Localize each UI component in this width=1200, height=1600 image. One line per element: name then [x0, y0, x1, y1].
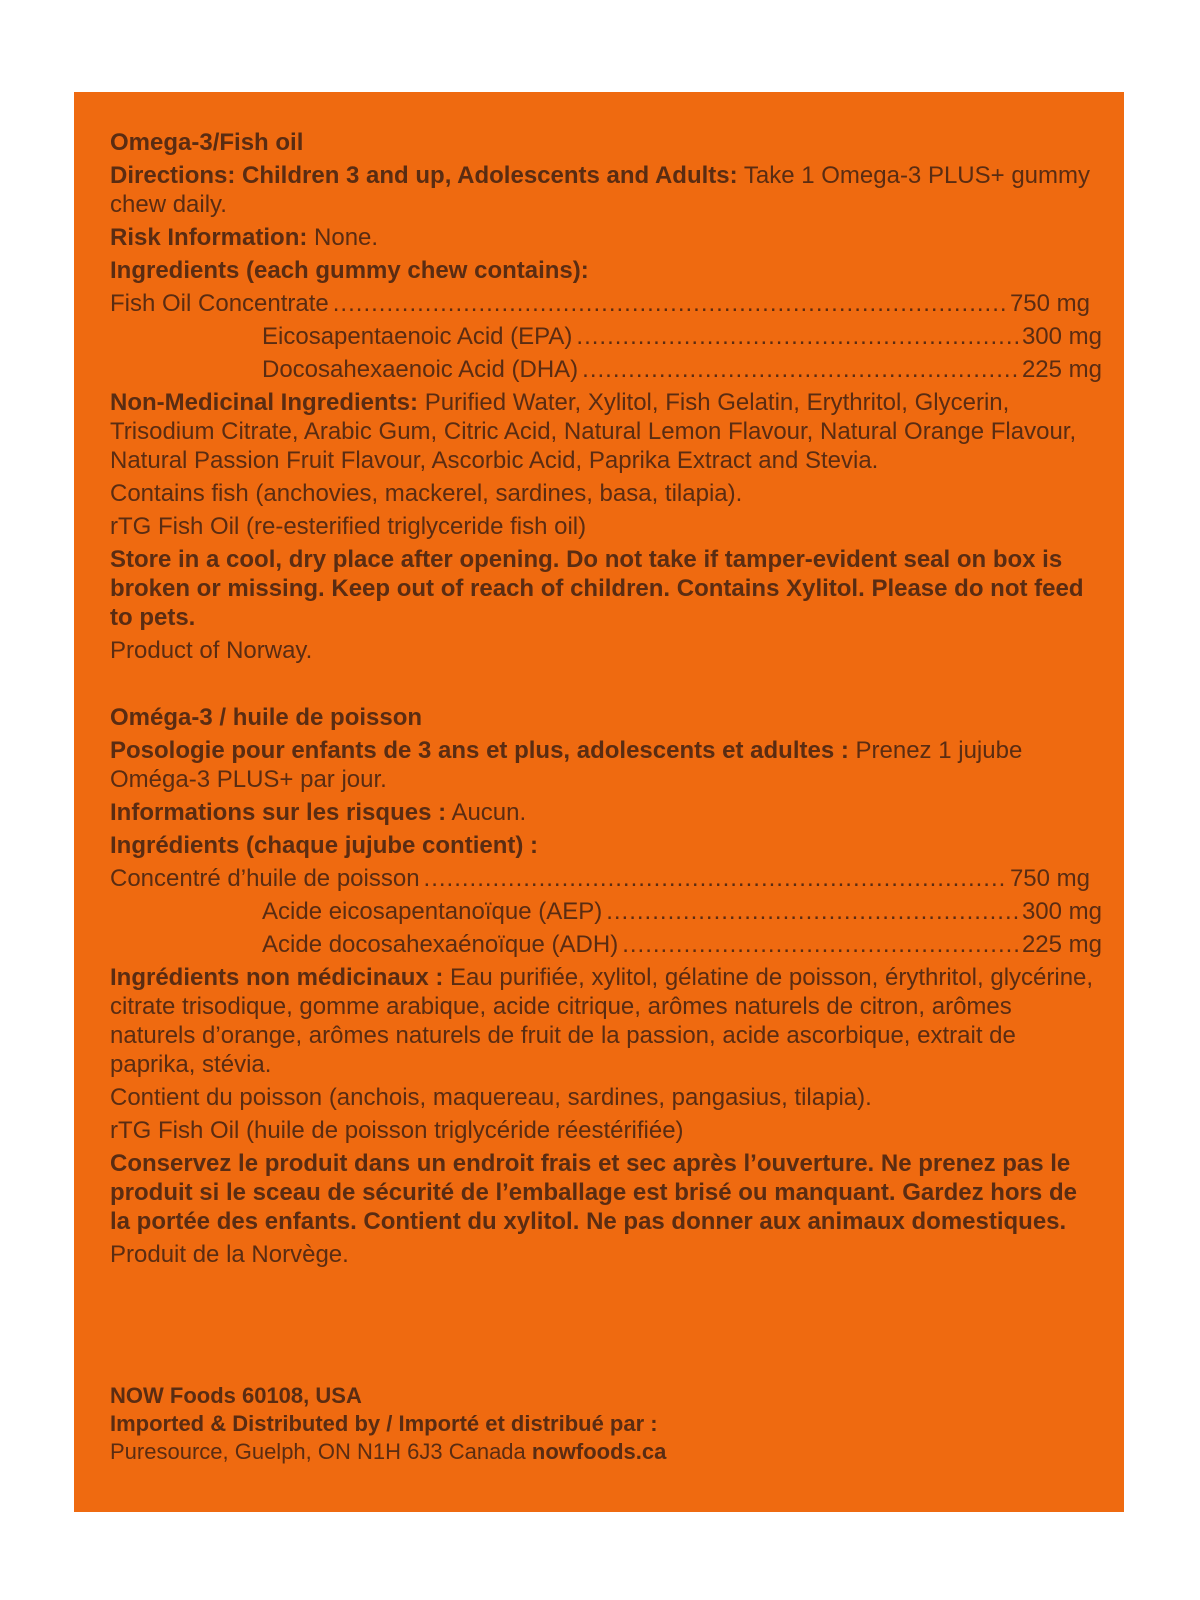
dot-leader: [333, 289, 1006, 318]
dot-leader: [622, 930, 1018, 959]
fr-ingredient-row: [262, 930, 1102, 959]
en-origin: Product of Norway.: [110, 637, 313, 664]
manufacturer-footer: [110, 1382, 666, 1466]
fr-allergen: Contient du poisson (anchois, maquereau, sardines, pangasius, tilapia).: [110, 1084, 872, 1111]
ingredient-name: Fish Oil Concentrate: [110, 290, 329, 317]
fr-ingredients-heading: Ingrédients (chaque jujube contient) :: [110, 832, 539, 859]
fr-directions: [110, 736, 1100, 794]
fr-non-medicinal: [110, 963, 1100, 1079]
en-nmi-label: Non-Medicinal Ingredients:: [110, 389, 419, 416]
en-ingredients-heading: Ingredients (each gummy chew contains):: [110, 257, 589, 284]
label-panel: [74, 92, 1124, 1512]
fr-directions-label: Posologie pour enfants de 3 ans et plus, adolescents et adultes :: [110, 737, 849, 764]
distributor-line: Imported & Distributed by / Importé et distribué par :: [110, 1411, 658, 1436]
en-directions-label: Directions: Children 3 and up, Adolescents and Adults:: [110, 162, 738, 189]
en-risk-text: None.: [314, 224, 379, 251]
fr-storage-warning: Conservez le produit dans un endroit frais et sec après l’ouverture. Ne prenez pas le produit si le sceau de sécurité de l’emballage est brisé ou manquant. Gardez hors de la portée des enfants. Contient du xylitol. Ne pas donner aux animaux domestiques.: [110, 1150, 1077, 1235]
ingredient-amount: 225 mg: [1021, 931, 1102, 958]
fr-risk-label: Informations sur les risques :: [110, 799, 447, 826]
distributor-address-line: [110, 1438, 666, 1466]
dot-leader: [424, 864, 1006, 893]
ingredient-name: Concentré d’huile de poisson: [110, 865, 420, 892]
ingredient-amount: 300 mg: [1021, 323, 1102, 350]
distributor-address: Puresource, Guelph, ON N1H 6J3 Canada: [110, 1439, 526, 1464]
ingredient-amount: 300 mg: [1021, 898, 1102, 925]
ingredient-name: Acide docosahexaénoïque (ADH): [262, 931, 619, 958]
en-risk-label: Risk Information:: [110, 224, 308, 251]
en-risk: [110, 223, 1100, 252]
fr-rtg: rTG Fish Oil (huile de poisson triglycéride réestérifiée): [110, 1117, 684, 1144]
manufacturer-line: NOW Foods 60108, USA: [110, 1383, 362, 1408]
website-link[interactable]: nowfoods.ca: [531, 1439, 667, 1464]
ingredient-name: Docosahexaenoic Acid (DHA): [262, 356, 579, 383]
fr-directions-text: Prenez 1 jujube Oméga-3 PLUS+ par jour.: [110, 737, 1023, 793]
en-directions: [110, 161, 1100, 219]
fr-risk-text: Aucun.: [451, 799, 527, 826]
en-ingredient-row: [262, 322, 1102, 351]
en-storage-warning: Store in a cool, dry place after opening. Do not take if tamper-evident seal on box is broken or missing. Keep out of reach of children. Contains Xylitol. Please do not feed to pets.: [110, 546, 1084, 631]
en-allergen: Contains fish (anchovies, mackerel, sardines, basa, tilapia).: [110, 480, 743, 507]
dot-leader: [606, 897, 1018, 926]
ingredient-name: Acide eicosapentanoïque (AEP): [262, 898, 603, 925]
fr-ingredient-row: [110, 864, 1090, 893]
en-ingredient-row: [110, 289, 1090, 318]
en-directions-text: Take 1 Omega-3 PLUS+ gummy chew daily.: [110, 162, 1091, 218]
section-gap: [110, 669, 1100, 703]
fr-nmi-label: Ingrédients non médicinaux :: [110, 964, 444, 991]
fr-title: Oméga-3 / huile de poisson: [110, 704, 423, 731]
en-nmi-text: Purified Water, Xylitol, Fish Gelatin, Erythritol, Glycerin, Trisodium Citrate, Arabic Gum, Citric Acid, Natural Lemon Flavour, Natural Orange Flavour, Natural Passion Fruit Flavour, Ascorbic Acid, Paprika Extract and Stevia.: [110, 389, 1077, 474]
en-title: Omega-3/Fish oil: [110, 129, 304, 156]
en-ingredient-row: [262, 355, 1102, 384]
ingredient-name: Eicosapentaenoic Acid (EPA): [262, 323, 573, 350]
en-non-medicinal: [110, 388, 1100, 475]
label-content: [110, 128, 1100, 1273]
dot-leader: [576, 322, 1018, 351]
fr-ingredient-row: [262, 897, 1102, 926]
en-rtg: rTG Fish Oil (re-esterified triglyceride fish oil): [110, 513, 587, 540]
ingredient-amount: 225 mg: [1021, 356, 1102, 383]
dot-leader: [582, 355, 1018, 384]
fr-risk: [110, 798, 1100, 827]
ingredient-amount: 750 mg: [1009, 865, 1090, 892]
ingredient-amount: 750 mg: [1009, 290, 1090, 317]
fr-origin: Produit de la Norvège.: [110, 1241, 349, 1268]
fr-nmi-text: Eau purifiée, xylitol, gélatine de poisson, érythritol, glycérine, citrate trisodique, gomme arabique, acide citrique, arômes naturels de citron, arômes naturels d’orange, arômes naturels de fruit de la passion, acide ascorbique, extrait de paprika, stévia.: [110, 964, 1094, 1078]
